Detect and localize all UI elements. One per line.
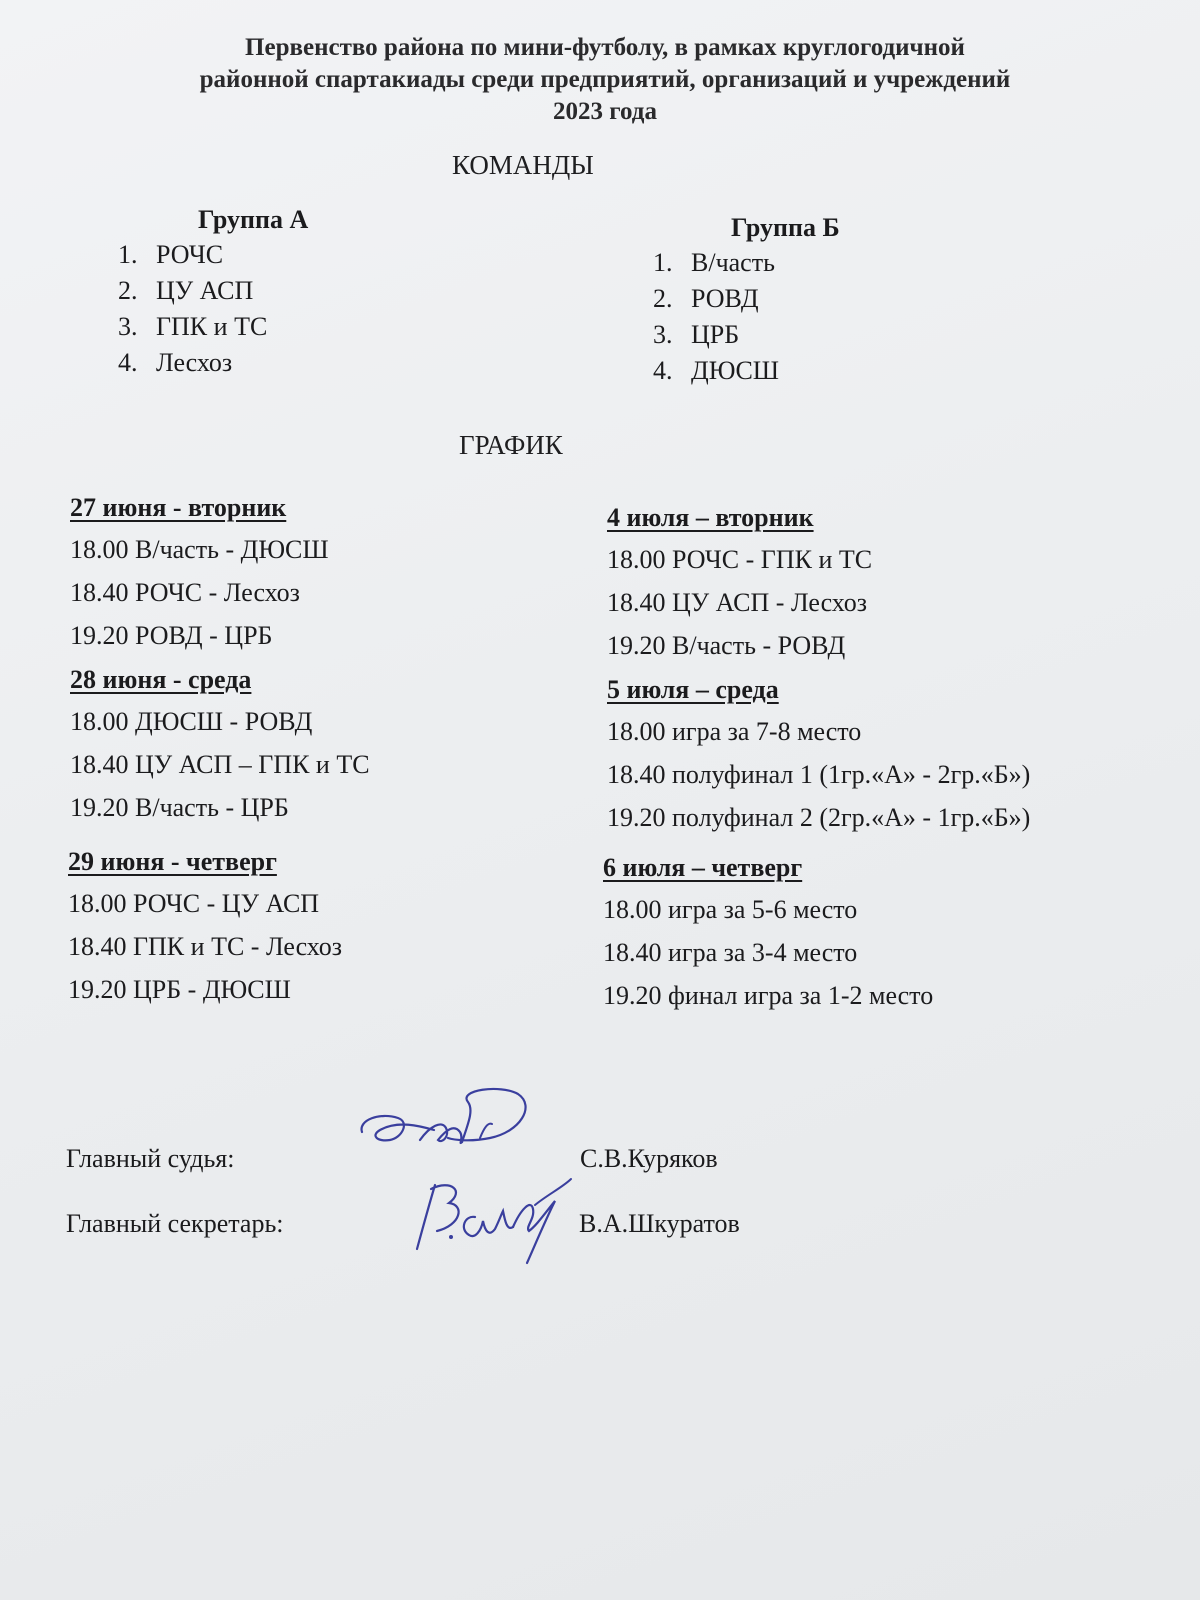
team-item — [653, 281, 840, 317]
day-heading: 4 июля – вторник — [607, 503, 814, 532]
group-a-team-list — [118, 237, 308, 381]
match-item: 19.20 финал игра за 1-2 место — [603, 981, 934, 1010]
team-number: 2. — [118, 276, 138, 305]
team-item — [653, 353, 840, 389]
team-name: ЦУ АСП — [156, 276, 254, 305]
team-name: ЦРБ — [691, 320, 740, 349]
schedule-day — [70, 664, 590, 829]
team-item — [118, 345, 308, 381]
schedule-day — [607, 674, 1127, 839]
match-item: 19.20 полуфинал 2 (2гр.«А» - 1гр.«Б») — [607, 803, 1031, 832]
team-number: 1. — [118, 240, 138, 269]
team-number: 2. — [653, 284, 673, 313]
match-item: 18.40 РОЧС - Лесхоз — [70, 578, 300, 607]
match-item: 18.40 полуфинал 1 (1гр.«А» - 2гр.«Б») — [607, 760, 1031, 789]
group-a — [118, 205, 308, 381]
team-number: 4. — [118, 348, 138, 377]
schedule-day — [603, 852, 1123, 1017]
group-b-title: Группа Б — [731, 213, 840, 242]
day-heading: 6 июля – четверг — [603, 853, 803, 882]
match-item: 18.40 ЦУ АСП – ГПК и ТС — [70, 750, 370, 779]
title-line-1: Первенство района по мини-футболу, в рамках круглогодичной — [245, 34, 965, 61]
team-name: РОВД — [691, 284, 759, 313]
teams-heading: КОМАНДЫ — [452, 150, 594, 180]
schedule-day — [607, 502, 1127, 667]
day-heading: 27 июня - вторник — [70, 493, 287, 522]
team-name: Лесхоз — [156, 348, 233, 377]
match-item: 18.00 В/часть - ДЮСШ — [70, 535, 329, 564]
team-name: ДЮСШ — [691, 356, 780, 385]
team-item — [118, 273, 308, 309]
handwritten-signature-2 — [395, 1165, 585, 1275]
team-item — [118, 237, 308, 273]
team-item — [118, 309, 308, 345]
match-item: 19.20 В/часть - РОВД — [607, 631, 846, 660]
schedule-day — [68, 846, 588, 1011]
team-number: 1. — [653, 248, 673, 277]
match-item: 18.40 ЦУ АСП - Лесхоз — [607, 588, 868, 617]
title-line-3: 2023 года — [553, 98, 657, 125]
match-item: 18.00 ДЮСШ - РОВД — [70, 707, 313, 736]
match-item: 19.20 РОВД - ЦРБ — [70, 621, 273, 650]
schedule-day — [70, 492, 590, 657]
team-name: РОЧС — [156, 240, 224, 269]
handwritten-signature-1 — [350, 1080, 540, 1170]
match-item: 18.00 РОЧС - ЦУ АСП — [68, 889, 320, 918]
team-name: ГПК и ТС — [156, 312, 268, 341]
group-b — [653, 213, 840, 389]
team-name: В/часть — [691, 248, 775, 277]
match-item: 18.00 игра за 7-8 место — [607, 717, 862, 746]
schedule-heading: ГРАФИК — [459, 430, 563, 460]
title-line-2: районной спартакиады среди предприятий, организаций и учреждений — [199, 66, 1011, 93]
day-heading: 28 июня - среда — [70, 665, 252, 694]
match-item: 18.40 игра за 3-4 место — [603, 938, 858, 967]
group-b-team-list — [653, 245, 840, 389]
match-item: 19.20 ЦРБ - ДЮСШ — [68, 975, 291, 1004]
team-number: 3. — [653, 320, 673, 349]
signatory-role: Главный секретарь: — [66, 1209, 284, 1238]
team-item — [653, 317, 840, 353]
match-item: 18.00 РОЧС - ГПК и ТС — [607, 545, 873, 574]
signatory-name: С.В.Куряков — [580, 1144, 718, 1173]
day-heading: 5 июля – среда — [607, 675, 779, 704]
team-number: 4. — [653, 356, 673, 385]
team-item — [653, 245, 840, 281]
match-item: 18.00 игра за 5-6 место — [603, 895, 858, 924]
team-number: 3. — [118, 312, 138, 341]
match-item: 19.20 В/часть - ЦРБ — [70, 793, 289, 822]
signatory-name: В.А.Шкуратов — [579, 1209, 740, 1238]
document-title — [80, 32, 1130, 128]
signatory-role: Главный судья: — [66, 1144, 235, 1173]
group-a-title: Группа А — [198, 205, 309, 234]
match-item: 18.40 ГПК и ТС - Лесхоз — [68, 932, 343, 961]
day-heading: 29 июня - четверг — [68, 847, 277, 876]
